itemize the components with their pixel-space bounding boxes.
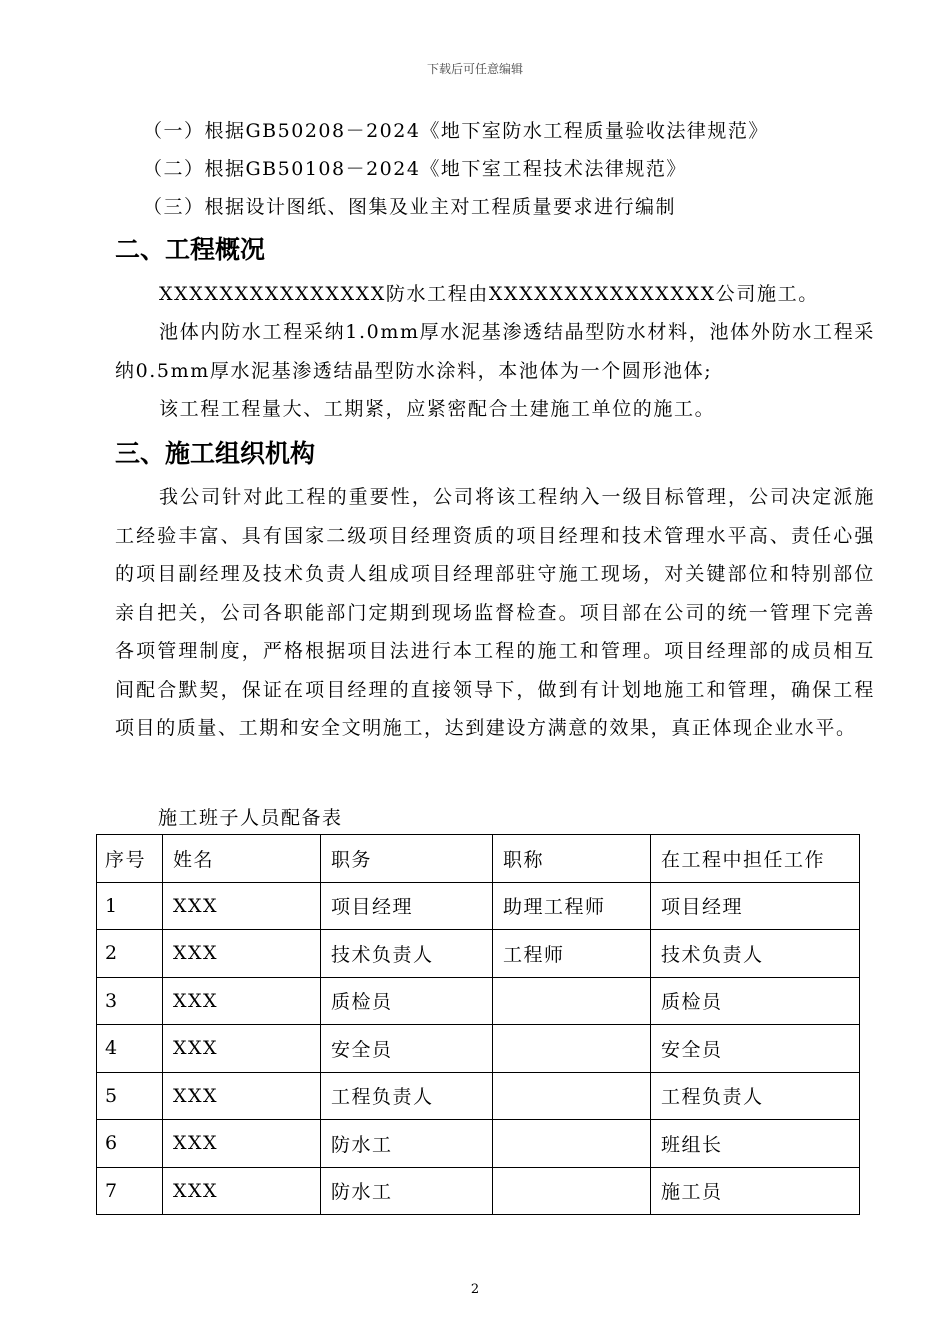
table-cell: 质检员 [321, 977, 493, 1025]
table-cell: 项目经理 [321, 882, 493, 930]
table-row [97, 930, 860, 978]
table-cell: 6 [97, 1120, 163, 1168]
table-cell: 工程负责人 [651, 1072, 860, 1120]
table-cell [493, 1167, 651, 1215]
header-cell: 姓名 [163, 835, 321, 883]
header-note: 下载后可任意编辑 [426, 62, 523, 76]
table-cell: 7 [97, 1167, 163, 1215]
basis-item-1: （一）根据GB50208－2024《地下室防水工程质量验收法律规范》 [143, 120, 769, 142]
section-3-para-1: 我公司针对此工程的重要性，公司将该工程纳入一级目标管理，公司决定派施工经验丰富、具有国家二级项目经理资质的项目经理和技术管理水平高、责任心强的项目副经理及技术负责人组成项目经理部驻守施工现场，对关键部位和特别部位亲自把关，公司各职能部门定期到现场监督检查。项目部在公司的统一管理下完善各项管理制度，严格根据项目法进行本工程的施工和管理。项目经理部的成员相互间配合默契，保证在项目经理的直接领导下，做到有计划地施工和管理，确保工程项目的质量、工期和安全文明施工，达到建设方满意的效果，真正体现企业水平。 [115, 486, 875, 739]
table-cell: XXX [163, 1025, 321, 1073]
table-cell [493, 1072, 651, 1120]
basis-item-3: （三）根据设计图纸、图集及业主对工程质量要求进行编制 [143, 196, 677, 218]
table-cell: XXX [163, 1072, 321, 1120]
table-row [97, 1025, 860, 1073]
section-3-heading: 三、施工组织机构 [115, 439, 316, 468]
table-cell: 班组长 [651, 1120, 860, 1168]
page-number: 2 [470, 1282, 480, 1297]
table-cell: XXX [163, 930, 321, 978]
table-cell: XXX [163, 882, 321, 930]
header-cell: 职称 [493, 835, 651, 883]
table-cell [493, 1120, 651, 1168]
table-cell: XXX [163, 1120, 321, 1168]
table-cell: 4 [97, 1025, 163, 1073]
section-2-heading: 二、工程概况 [115, 235, 266, 264]
header-cell: 职务 [321, 835, 493, 883]
table-cell: XXX [163, 1167, 321, 1215]
table-row [97, 1072, 860, 1120]
table-cell: 防水工 [321, 1120, 493, 1168]
table-cell: 项目经理 [651, 882, 860, 930]
basis-item-2: （二）根据GB50108－2024《地下室工程技术法律规范》 [143, 158, 687, 180]
table-cell: 防水工 [321, 1167, 493, 1215]
table-cell: 2 [97, 930, 163, 978]
table-cell: 技术负责人 [321, 930, 493, 978]
table-row [97, 1120, 860, 1168]
section-2-para-1: XXXXXXXXXXXXXXX防水工程由XXXXXXXXXXXXXXX公司施工。 [159, 283, 819, 305]
table-caption: 施工班子人员配备表 [158, 807, 343, 829]
section-2-para-3: 该工程工程量大、工期紧，应紧密配合土建施工单位的施工。 [159, 398, 716, 420]
table-row [97, 977, 860, 1025]
table-cell [493, 1025, 651, 1073]
table-cell: XXX [163, 977, 321, 1025]
table-cell: 工程负责人 [321, 1072, 493, 1120]
section-2-para-2: 池体内防水工程采纳1.0mm厚水泥基渗透结晶型防水材料，池体外防水工程采纳0.5mm厚水泥基渗透结晶型防水涂料，本池体为一个圆形池体; [115, 321, 875, 382]
table-cell: 5 [97, 1072, 163, 1120]
header-cell: 在工程中担任工作 [651, 835, 860, 883]
table-cell [493, 977, 651, 1025]
table-row [97, 882, 860, 930]
table-cell: 技术负责人 [651, 930, 860, 978]
staff-table [96, 834, 860, 1215]
table-row [97, 1167, 860, 1215]
table-cell: 1 [97, 882, 163, 930]
table-cell: 3 [97, 977, 163, 1025]
table-cell: 安全员 [321, 1025, 493, 1073]
table-cell: 施工员 [651, 1167, 860, 1215]
table-cell: 安全员 [651, 1025, 860, 1073]
table-header-row [97, 835, 860, 883]
table-cell: 助理工程师 [493, 882, 651, 930]
header-cell: 序号 [97, 835, 163, 883]
table-cell: 工程师 [493, 930, 651, 978]
table-cell: 质检员 [651, 977, 860, 1025]
